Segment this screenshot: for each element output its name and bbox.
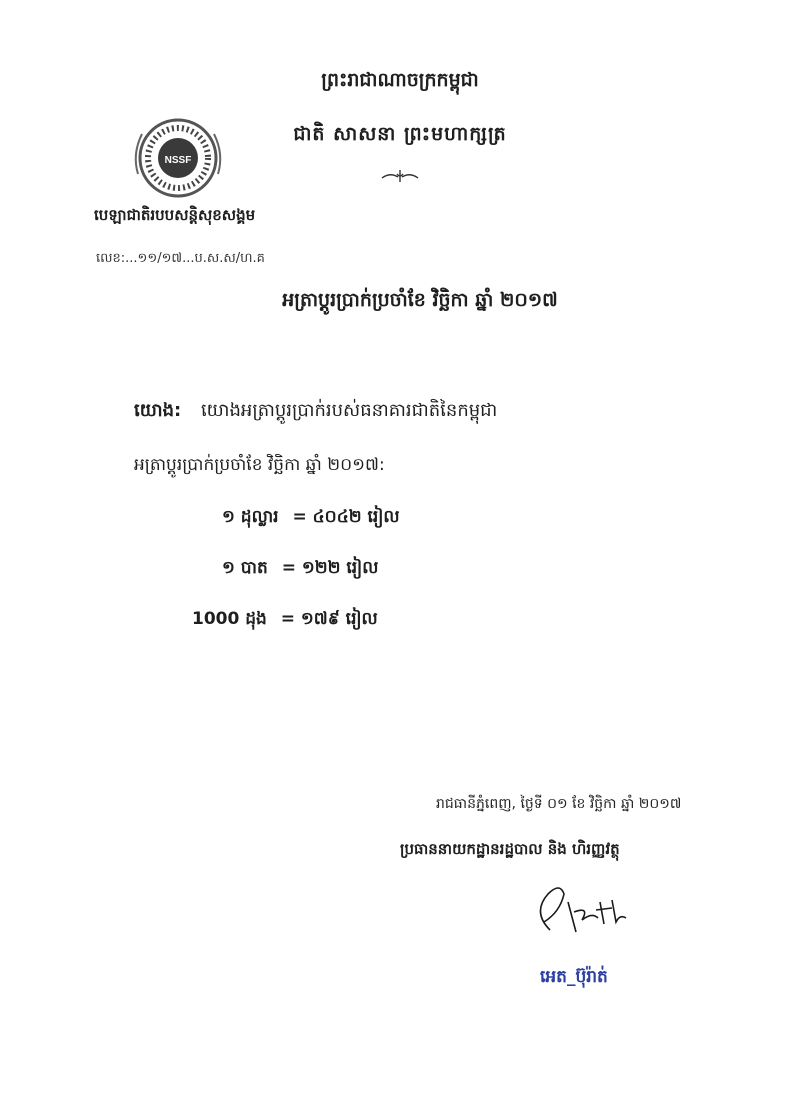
- ornament-icon: [380, 166, 420, 186]
- signer-name: អេត_ប៊ុរ៉ាត់: [540, 967, 608, 987]
- reference-row: [134, 398, 497, 425]
- signature-mark: [520, 872, 640, 942]
- rate-unit: ១ បាត: [222, 558, 268, 578]
- rates-intro: អត្រាប្តូរប្រាក់ប្រចាំខែ វិច្ឆិកា ឆ្នាំ ២០១៧:: [134, 455, 385, 475]
- document-title: អត្រាប្តូរប្រាក់ប្រចាំខែ វិច្ឆិកា ឆ្នាំ ២០១៧: [282, 289, 558, 311]
- reference-text: យោងអត្រាប្តូរប្រាក់របស់ធនាគារជាតិនៃកម្ពុជា: [200, 400, 498, 421]
- reference-number: លេខ:...១១/១៧...ប.ស.ស/ហ.គ: [96, 251, 265, 266]
- rate-unit: 1000 ដុង: [192, 609, 267, 629]
- logo-text: NSSF: [164, 155, 192, 166]
- date-line: រាជធានីភ្នំពេញ, ថ្ងៃទី ០១ ខែ វិច្ឆិកា ឆ្នាំ ២០១៧: [436, 796, 682, 812]
- nssf-logo: [128, 114, 228, 202]
- rate-value: = ៤០៤២ រៀល: [292, 507, 400, 527]
- reference-label: យោង:: [134, 400, 182, 421]
- rate-value: = ១៧៩ រៀល: [280, 609, 378, 629]
- national-motto: ជាតិ សាសនា ព្រះមហាក្សត្រ: [293, 123, 507, 145]
- signatory-title: ប្រធាននាយកដ្ឋានរដ្ឋបាល និង ហិរញ្ញវត្ថុ: [400, 840, 620, 858]
- rate-row-usd: [222, 506, 408, 531]
- kingdom-heading: ព្រះរាជាណាចក្រកម្ពុជា: [321, 69, 479, 91]
- rate-row-thb: [222, 557, 386, 582]
- rate-unit: ១ ដុល្លារ: [222, 507, 279, 527]
- rate-value: = ១២២ រៀល: [281, 558, 379, 578]
- rate-row-vnd: [192, 608, 386, 633]
- organization-name: បេឡាជាតិរបបសន្តិសុខសង្គម: [94, 206, 256, 224]
